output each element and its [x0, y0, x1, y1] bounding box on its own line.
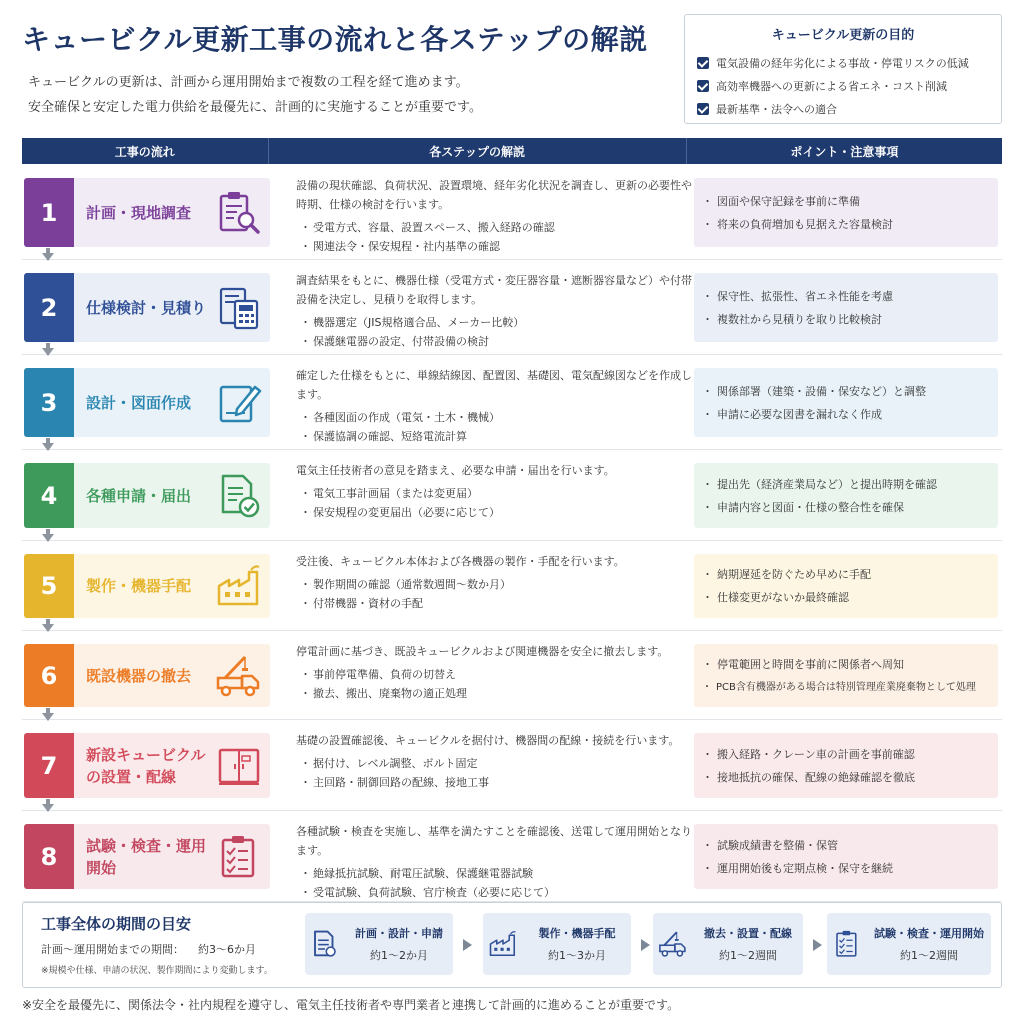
step-number: 3 — [24, 368, 74, 437]
description-lead: 設備の現状確認、負荷状況、設置環境、経年劣化状況を調査し、更新の必要性や時期、仕様の検討を行います。 — [296, 179, 692, 211]
point-item: ・ 保守性、拡張性、省エネ性能を考慮 — [702, 285, 998, 308]
description-lead: 確定した仕様をもとに、単線結線図、配置図、基礎図、電気配線図などを作成します。 — [296, 369, 692, 401]
table-row — [22, 810, 1002, 902]
intro-line: キュービクルの更新は、計画から運用開始まで複数の工程を経て進めます。 — [28, 75, 469, 90]
table-row — [22, 630, 1002, 720]
description-bullet: ・ 絶縁抵抗試験、耐電圧試験、保護継電器試験 — [296, 864, 696, 883]
purpose-item: 電気設備の経年劣化による事故・停電リスクの低減 — [697, 51, 1001, 74]
description-bullet: ・ 据付け、レベル調整、ボルト固定 — [296, 754, 696, 773]
checkbox-icon — [697, 80, 709, 92]
period-phase — [827, 913, 991, 975]
description-bullet: ・ 製作期間の確認（通常数週間〜数か月） — [296, 575, 696, 594]
step-description — [296, 731, 696, 792]
period-note: ※規模や仕様、申請の状況、製作期間により変動します。 — [41, 966, 273, 976]
description-lead: 各種試験・検査を実施し、基準を満たすことを確認後、送電して運用開始となります。 — [296, 825, 692, 857]
step-points — [694, 824, 998, 889]
point-item: ・ 搬入経路・クレーン車の計画を事前確認 — [702, 743, 998, 766]
step-number: 8 — [24, 824, 74, 889]
crane-truck-icon — [653, 929, 693, 959]
step-name: 試験・検査・運用開始 — [86, 836, 207, 877]
description-bullet: ・ 保護継電器の設定、付帯設備の検討 — [296, 332, 696, 351]
clipboard-search-icon — [208, 178, 270, 247]
factory-icon — [208, 554, 270, 618]
period-phase — [483, 913, 631, 975]
purpose-item: 高効率機器への更新による省エネ・コスト削減 — [697, 74, 1001, 97]
step-points — [694, 644, 998, 707]
document-icon — [305, 929, 345, 959]
description-bullets — [296, 864, 696, 902]
point-item: ・ 申請内容と図面・仕様の整合性を確保 — [702, 496, 998, 519]
description-bullets — [296, 575, 696, 613]
footer-note: ※安全を最優先に、関係法令・社内規程を遵守し、電気主任技術者や専門業者と連携して計画的に進めることが重要です。 — [22, 998, 680, 1012]
description-bullets — [296, 218, 696, 256]
step-points — [694, 273, 998, 342]
description-bullets — [296, 484, 696, 522]
period-title: 工事全体の期間の目安 — [41, 915, 192, 933]
description-bullet: ・ 受電方式、容量、設置スペース、搬入経路の確認 — [296, 218, 696, 237]
step-card — [24, 178, 270, 247]
phase-duration: 約1〜3か月 — [548, 949, 606, 962]
phase-label: 計画・設計・申請 — [355, 927, 443, 940]
step-description — [296, 552, 696, 613]
table-header — [22, 138, 1002, 164]
step-points — [694, 554, 998, 618]
checklist-icon — [208, 824, 270, 889]
phase-duration: 約1〜2週間 — [900, 949, 958, 962]
step-description — [296, 822, 696, 902]
description-bullet: ・ 付帯機器・資材の手配 — [296, 594, 696, 613]
table-row — [22, 449, 1002, 541]
phase-duration: 約1〜2週間 — [719, 949, 777, 962]
point-item: ・ 運用開始後も定期点検・保守を継続 — [702, 857, 998, 880]
step-description — [296, 176, 696, 256]
step-description — [296, 366, 696, 446]
checkbox-icon — [697, 57, 709, 69]
header-desc: 各ステップの解説 — [269, 138, 687, 164]
table-row — [22, 259, 1002, 355]
point-item: ・ 停電範囲と時間を事前に関係者へ周知 — [702, 653, 998, 676]
description-lead: 調査結果をもとに、機器仕様（受電方式・変圧器容量・遮断器容量など）や付帯設備を決定し、見積りを取得します。 — [296, 274, 692, 306]
checkbox-icon — [697, 103, 709, 115]
description-bullet: ・ 保護協調の確認、短絡電流計算 — [296, 427, 696, 446]
point-item: ・ 仕様変更がないか最終確認 — [702, 586, 998, 609]
step-card — [24, 733, 270, 798]
period-box — [22, 902, 1002, 988]
phase-text — [867, 925, 991, 963]
point-item: ・ 図面や保守記録を事前に準備 — [702, 190, 998, 213]
description-bullet: ・ 関連法令・保安規程・社内基準の確認 — [296, 237, 696, 256]
description-bullets — [296, 665, 696, 703]
point-item: ・ 将来の負荷増加も見据えた容量検討 — [702, 213, 998, 236]
description-bullet: ・ 事前停電準備、負荷の切替え — [296, 665, 696, 684]
calculator-document-icon — [208, 273, 270, 342]
point-item: ・ 接地抵抗の確保、配線の絶縁確認を徹底 — [702, 766, 998, 789]
period-total-value: 約3〜6か月 — [198, 943, 256, 956]
point-item: ・ 複数社から見積りを取り比較検討 — [702, 308, 998, 331]
step-name: 設計・図面作成 — [86, 393, 192, 412]
description-lead: 電気主任技術者の意見を踏まえ、必要な申請・届出を行います。 — [296, 464, 615, 477]
phase-text — [345, 925, 453, 963]
period-total-label: 計画〜運用開始までの期間： — [41, 943, 184, 956]
step-number: 5 — [24, 554, 74, 618]
table-row — [22, 354, 1002, 450]
step-points — [694, 178, 998, 247]
phase-text — [693, 925, 803, 963]
step-name: 既設機器の撤去 — [86, 666, 192, 685]
purpose-item: 最新基準・法令への適合 — [697, 97, 1001, 120]
right-arrow-icon — [463, 939, 472, 951]
phase-text — [523, 925, 631, 963]
description-bullet: ・ 保安規程の変更届出（必要に応じて） — [296, 503, 696, 522]
step-name: 各種申請・届出 — [86, 486, 192, 505]
period-phase — [653, 913, 803, 975]
description-lead: 基礎の設置確認後、キュービクルを据付け、機器間の配線・接続を行います。 — [296, 734, 680, 747]
step-points — [694, 733, 998, 798]
description-bullets — [296, 313, 696, 351]
table-row — [22, 719, 1002, 811]
description-bullets — [296, 754, 696, 792]
point-item: ・ 試験成績書を整備・保管 — [702, 834, 998, 857]
purpose-list — [697, 51, 1001, 120]
phase-label: 試験・検査・運用開始 — [874, 927, 984, 940]
header-point: ポイント・注意事項 — [790, 144, 899, 159]
table-row — [22, 540, 1002, 631]
checklist-icon — [827, 929, 867, 959]
step-description — [296, 642, 696, 703]
step-card — [24, 368, 270, 437]
step-name: 仕様検討・見積り — [86, 298, 207, 317]
intro-line: 安全確保と安定した電力供給を最優先に、計画的に実施することが重要です。 — [28, 100, 482, 115]
step-description — [296, 271, 696, 351]
description-lead: 停電計画に基づき、既設キュービクルおよび関連機器を安全に撤去します。 — [296, 645, 669, 658]
description-bullet: ・ 受電試験、負荷試験、官庁検査（必要に応じて） — [296, 883, 696, 902]
step-card — [24, 644, 270, 707]
phase-label: 撤去・設置・配線 — [704, 927, 792, 940]
step-card — [24, 273, 270, 342]
description-bullet: ・ 電気工事計画届（または変更届） — [296, 484, 696, 503]
right-arrow-icon — [641, 939, 650, 951]
step-card — [24, 824, 270, 889]
description-bullets — [296, 408, 696, 446]
period-phase — [305, 913, 453, 975]
step-description — [296, 461, 696, 522]
point-item: ・ 納期遅延を防ぐため早めに手配 — [702, 563, 998, 586]
point-item: ・ PCB含有機器がある場合は特別管理産業廃棄物として処理 — [702, 676, 998, 699]
description-lead: 受注後、キュービクル本体および各機器の製作・手配を行います。 — [296, 555, 625, 568]
purpose-title: キュービクル更新の目的 — [771, 28, 915, 43]
step-number: 6 — [24, 644, 74, 707]
step-card — [24, 463, 270, 528]
phase-label: 製作・機器手配 — [538, 927, 616, 940]
description-bullet: ・ 各種図面の作成（電気・土木・機械） — [296, 408, 696, 427]
step-points — [694, 368, 998, 437]
step-name: 計画・現地調査 — [86, 203, 192, 222]
step-number: 4 — [24, 463, 74, 528]
description-bullet: ・ 機器選定（JIS規格適合品、メーカー比較） — [296, 313, 696, 332]
point-item: ・ 関係部署（建築・設備・保安など）と調整 — [702, 380, 998, 403]
pencil-drawing-icon — [208, 368, 270, 437]
step-number: 1 — [24, 178, 74, 247]
document-check-icon — [208, 463, 270, 528]
phase-duration: 約1〜2か月 — [370, 949, 428, 962]
cubicle-cabinet-icon — [208, 733, 270, 798]
point-item: ・ 提出先（経済産業局など）と提出時期を確認 — [702, 473, 998, 496]
description-bullet: ・ 主回路・制御回路の配線、接地工事 — [296, 773, 696, 792]
step-points — [694, 463, 998, 528]
description-bullet: ・ 撤去、搬出、廃棄物の適正処理 — [296, 684, 696, 703]
point-item: ・ 申請に必要な図書を漏れなく作成 — [702, 403, 998, 426]
period-total — [41, 941, 256, 957]
step-number: 2 — [24, 273, 74, 342]
purpose-box — [684, 14, 1002, 124]
right-arrow-icon — [813, 939, 822, 951]
step-number: 7 — [24, 733, 74, 798]
step-name: 製作・機器手配 — [86, 577, 192, 595]
factory-icon — [483, 929, 523, 959]
crane-truck-icon — [208, 644, 270, 707]
step-card — [24, 554, 270, 618]
page-title: キュービクル更新工事の流れと各ステップの解説 — [22, 23, 648, 56]
intro-text — [28, 70, 482, 120]
table-row — [22, 164, 1002, 260]
header-flow: 工事の流れ — [22, 138, 269, 164]
step-name: 新設キュービクルの設置・配線 — [86, 745, 206, 786]
